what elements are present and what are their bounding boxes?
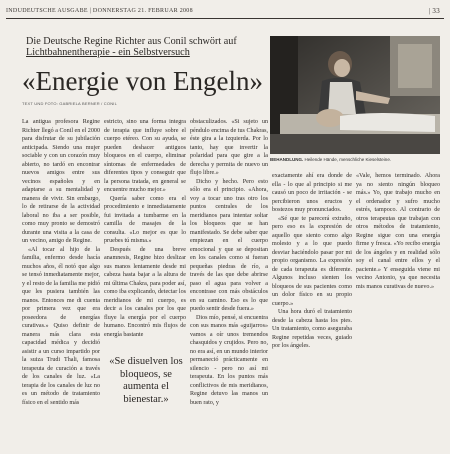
header-section: INDUDEUTSCHE AUSGABE | DONNERSTAG 21. FEBRUAR 2008 <box>6 8 193 14</box>
page-header <box>6 4 444 18</box>
paragraph: exactamente ahí era donde de ella - lo que al principio si me causó un poco de irritación - se percibieron unos eructos y bostezos muy pronunciados. <box>272 173 352 213</box>
article-column-1 <box>22 118 100 407</box>
therapy-photo-illustration <box>270 36 440 154</box>
page-number: | 33 <box>428 7 440 15</box>
paragraph: «Vale, hemos terminado. Ahora ya no siento ningún bloqueo más.» Yo, que trabajo mucho en el ordenador y sufro mucho estrés, tampoco. Al contrario de otros terapeutas que trabajan con otros métodos de tratamiento, Regine sigue con una energía firme y fresca. «Yo recibo energía de los ángeles y en realidad sólo soy el canal entre ellos y el paciente.» Y enseguida viene mi vecino Antonio, ya que necesita mis manos curativas de nuevo.» <box>356 173 440 290</box>
byline: TEXT UND FOTO: GABRIELA BERNER / CONIL <box>22 101 118 106</box>
paragraph: Una hora duró el tratamiento desde la cabeza hasta los pies. Un tratamiento, como aseguraba Regine repetidas veces, guiado por los ángeles. <box>272 309 352 349</box>
caption-text: Heilende Hände, menschliche Kieselsteine. <box>304 157 392 162</box>
header-rule <box>6 18 444 19</box>
caption-label: BEHANDLUNG. <box>270 157 304 162</box>
paragraph: Después de una breve anamnesis, Regine hizo deslizar sus manos lentamente desde mi cabeza hasta bajar a la altura de mi última Chakra, para poder así, como iba explicando, detectar los meridianos de mi cuerpo, es decir a los canales por los que fluye la energía por el cuerpo humano. Encontró mis flujos de energía bastante <box>104 246 186 338</box>
article-column-5 <box>356 172 440 291</box>
article-column-2 <box>104 118 186 339</box>
paragraph: Dicho y hecho. Pero esto sólo era el principio. «Ahora, voy a tocar uno tras otro los puntos centrales de los meridianos para intentar soltar los bloqueos que se han manifestado. Se debe saber que empiezan en el cuerpo emocional y que se depositan en los canales como si fueran pequeñas piedras de río, a través de las que debe abrirse paso el agua para volver a encontrase con más obstáculos en su camino. Eso es lo que puedo sentir desde fuera.» <box>190 178 268 312</box>
article-photo <box>270 36 440 154</box>
paragraph: Dios mío, pensé, si encuentra con sus manos más «guijarros» vamos a oír unos tremendos chasquidos y crujidos. Pero no, no era así, en un mundo interior permaneció prácticamente en silencio - pero no así mi terapeuta. En los puntos más conflictivos de mis meridianos, Regine detuvo las manos un buen rato, y <box>190 314 268 406</box>
paragraph: estricto, sino una forma integra de terapia que influye sobre el cuerpo etéreo. Con su ayuda, se pueden deshacer antiguos bloqueos en el cuerpo, eliminar síntomas de enfermedades de diferentes tipos y conseguir que la persona tratada, en general se encuentre mucho mejor.» <box>104 119 186 193</box>
paragraph: «Al tocar al hijo de la familia, enfermo desde hacía muchos años, él notó que algo se tensó inmediatamente mejor, y el resto de la familia me pidió que les pusiera también las manos. Entonces me di cuenta por primera vez que era poseedora de energías curativas.» Quiso definir de manera más clara esta capacidad médica y decidió asistir a un curso impartido por la suiza Trudi Thali, famosa terapeuta de curación a través de los canales de luz. «La terapia de los canales de luz no es un método de tratamiento físico en el sentido más <box>22 246 100 406</box>
pull-quote: «Se disuelven los bloqueos, se aumenta el bienestar.» <box>109 356 183 405</box>
headline: «Energie von Engeln» <box>22 66 263 96</box>
paragraph: obstaculizados. «Si sujeto un péndulo encima de tus Chakras, éste gira a la izquierda. Por lo tanto, hay que invertir la polaridad para que gire a la derecha y permita de nuevo un flujo libre.» <box>190 119 268 176</box>
photo-caption <box>270 157 445 162</box>
kicker-line-1: Die Deutsche Regine Richter aus Conil schwört auf <box>26 36 237 47</box>
kicker <box>26 36 266 58</box>
article-column-3 <box>190 118 268 407</box>
article-column-4 <box>272 172 352 351</box>
kicker-line-2: Lichtbahnentherapie - ein Selbstversuch <box>26 47 190 58</box>
paragraph: «Sé que te parecerá extraño, pero eso es la expresión de aquello que siento como algo molesto y a lo que puedo desviar haciéndolo pasar por mi propio organismo. La expresión de cada terapeuta es diferente. Algunos incluso sienten los bloqueos de sus pacientes como un dolor físico en su propio cuerpo.» <box>272 215 352 307</box>
paragraph: Quería saber como era el procedimiento e inmediatamente fui invitada a tumbarme en la camilla de masajes de la consulta. «Lo mejor es que lo pruebes tú misma.» <box>104 195 186 244</box>
paragraph: La antigua profesora Regine Richter llegó a Conil en el 2000 para disfrutar de su jubilación anticipada. Siendo una mujer sociable y con un corazón muy abierto, no tardó en encontrar nuevos amigos entre sus vecinos españoles y en adaptarse a su mentalidad y manera de vivir. Sin embargo, lo de retirarse de la actividad laboral no iba a ser posible, como muy pronto se demostró durante una visita a la casa de un vecino, amigo de Regine. <box>22 119 100 244</box>
